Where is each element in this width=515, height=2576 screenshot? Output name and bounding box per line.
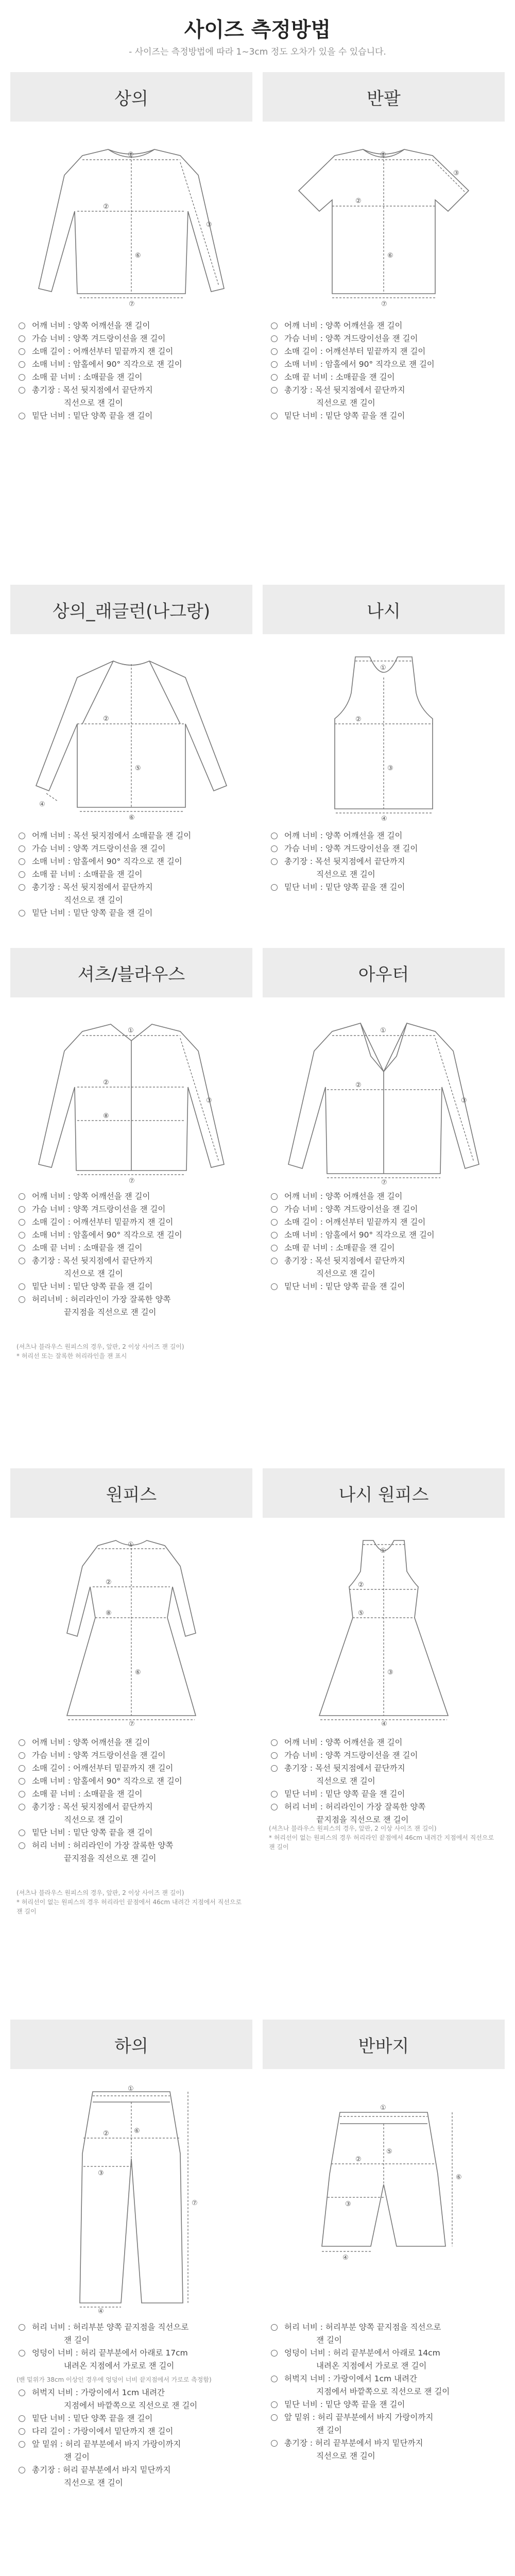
measurement-item: 허리너비 : 허리라인이 가장 잘록한 양쪽 끝지점을 직선으로 잰 길이 — [16, 1293, 249, 1319]
measurement-list — [16, 1190, 249, 1319]
svg-text:②: ② — [103, 1079, 109, 1087]
measurement-number-icon — [19, 1258, 25, 1264]
svg-text:①: ① — [128, 1541, 134, 1549]
svg-text:⑦: ⑦ — [381, 300, 387, 308]
measurement-number-icon — [19, 845, 25, 852]
measurement-item: 소매 너비 : 암홀에서 90° 직각으로 잰 길이 — [16, 1229, 249, 1242]
svg-text:⑤: ⑤ — [135, 765, 141, 772]
svg-text:②: ② — [103, 2130, 109, 2138]
svg-text:③: ③ — [387, 765, 393, 772]
sleeveless-diagram — [278, 647, 489, 822]
svg-text:②: ② — [103, 715, 109, 723]
measurement-item: 어깨 너비 : 목선 뒷지점에서 소매끝을 잰 길이 — [16, 829, 249, 842]
measurement-number-icon — [271, 2350, 278, 2357]
measurement-item: 허벅지 너비 : 가랑이에서 1cm 내려간 지점에서 바깥쪽으로 직선으로 잰 길이 — [16, 2386, 249, 2412]
measurement-number-icon — [19, 335, 25, 342]
section-title: 반바지 — [263, 2020, 505, 2069]
section-title: 하의 — [10, 2020, 252, 2069]
measurement-list — [16, 2386, 249, 2489]
measurement-item: 어깨 너비 : 양쪽 어깨선을 잰 길이 — [16, 1736, 249, 1749]
measurement-number-icon — [271, 374, 278, 381]
svg-text:①: ① — [380, 151, 386, 159]
svg-text:①: ① — [128, 1027, 134, 1035]
measurement-item: 밑단 너비 : 밑단 양쪽 끝을 잰 길이 — [269, 881, 502, 894]
measurement-number-icon — [19, 2350, 25, 2357]
measurement-item: 앞 밑위 : 허리 끝부분에서 바지 가랑이까지 잰 길이 — [16, 2438, 249, 2464]
svg-text:③: ③ — [98, 2170, 104, 2177]
svg-text:①: ① — [128, 2085, 134, 2093]
measurement-item: 허리 너비 : 허리라인이 가장 잘록한 양쪽 끝지점을 직선으로 잰 길이 — [16, 1839, 249, 1865]
note: (셔츠나 블라우스 원피스의 경우, 앞판, 2 이상 사이즈 잰 길이) — [16, 1343, 184, 1350]
measurement-item: 총기장 : 목선 뒷지점에서 끝단까지 직선으로 잰 길이 — [269, 1255, 502, 1280]
measurement-number-icon — [19, 413, 25, 419]
measurement-item: 가슴 너비 : 양쪽 겨드랑이선을 잰 길이 — [269, 332, 502, 345]
measurement-list — [16, 829, 249, 920]
section-bottoms — [10, 2020, 252, 2487]
measurement-item: 어깨 너비 : 양쪽 어깨선을 잰 길이 — [16, 1190, 249, 1203]
measurement-number-icon — [19, 1829, 25, 1836]
measurement-item: 가슴 너비 : 양쪽 겨드랑이선을 잰 길이 — [16, 1203, 249, 1216]
measurement-number-icon — [19, 910, 25, 917]
page-title: 사이즈 측정방법 — [184, 18, 331, 42]
top-diagram — [26, 134, 237, 309]
svg-text:④: ④ — [381, 1720, 387, 1726]
section-shorts — [263, 2020, 505, 2461]
measurement-number-icon — [271, 1765, 278, 1772]
measurement-item: 가슴 너비 : 양쪽 겨드랑이선을 잰 길이 — [269, 1749, 502, 1762]
measurement-number-icon — [19, 387, 25, 394]
measurement-item: 총기장 : 허리 끝부분에서 바지 밑단까지 직선으로 잰 길이 — [269, 2437, 502, 2463]
measurement-number-icon — [271, 1752, 278, 1759]
raglan-diagram — [26, 647, 237, 822]
measurement-list — [269, 829, 502, 894]
dress-diagram — [26, 1530, 237, 1726]
measurement-number-icon — [19, 2415, 25, 2422]
section-shirt — [10, 948, 252, 1360]
measurement-item: 어깨 너비 : 양쪽 어깨선을 잰 길이 — [269, 319, 502, 332]
measurement-number-icon — [19, 871, 25, 878]
measurement-number-icon — [19, 1206, 25, 1213]
section-outer — [263, 948, 505, 1291]
measurement-item: 밑단 너비 : 밑단 양쪽 끝을 잰 길이 — [16, 1826, 249, 1839]
svg-text:①: ① — [128, 151, 134, 159]
svg-text:①: ① — [380, 1027, 386, 1035]
measurement-item: 가슴 너비 : 양쪽 겨드랑이선을 잰 길이 — [269, 842, 502, 855]
svg-text:④: ④ — [381, 815, 387, 822]
measurement-number-icon — [19, 858, 25, 865]
measurement-number-icon — [19, 348, 25, 355]
measurement-number-icon — [19, 1232, 25, 1239]
measurement-number-icon — [271, 845, 278, 852]
svg-text:⑦: ⑦ — [381, 1179, 387, 1185]
measurement-number-icon — [271, 335, 278, 342]
section-top — [10, 72, 252, 420]
measurement-item: 소매 길이 : 어깨선부터 밑끝까지 잰 길이 — [16, 345, 249, 358]
measurement-number-icon — [271, 1245, 278, 1251]
svg-text:②: ② — [355, 2156, 362, 2163]
section-sleeveless-dress — [263, 1468, 505, 1851]
measurement-item: 엉덩이 너비 : 허리 끝부분에서 아래로 14cm 내려온 지점에서 가로로 잰 길이 — [269, 2347, 502, 2372]
svg-text:②: ② — [106, 1579, 112, 1586]
measurement-number-icon — [19, 1245, 25, 1251]
section-sleeveless — [263, 585, 505, 894]
shirt-diagram — [26, 1010, 237, 1185]
measurement-number-icon — [19, 884, 25, 891]
measurement-number-icon — [19, 374, 25, 381]
section-dress — [10, 1468, 252, 1915]
measurement-number-icon — [271, 387, 278, 394]
section-title: 원피스 — [10, 1468, 252, 1518]
measurement-number-icon — [19, 1739, 25, 1746]
measurement-item: 밑단 너비 : 밑단 양쪽 끝을 잰 길이 — [16, 907, 249, 920]
bottoms-diagram — [26, 2081, 237, 2313]
measurement-number-icon — [271, 1232, 278, 1239]
measurement-number-icon — [19, 361, 25, 368]
measurement-number-icon — [19, 1791, 25, 1798]
measurement-item: 총기장 : 목선 뒷지점에서 끝단까지 직선으로 잰 길이 — [16, 1801, 249, 1826]
measurement-item: 허리 너비 : 허리부분 양쪽 끝지점을 직선으로 잰 길이 — [269, 2321, 502, 2347]
measurement-item: 가슴 너비 : 양쪽 겨드랑이선을 잰 길이 — [16, 842, 249, 855]
svg-text:⑥: ⑥ — [387, 252, 393, 260]
svg-text:③: ③ — [206, 1097, 212, 1105]
section-title: 나시 원피스 — [263, 1468, 505, 1518]
measurement-number-icon — [271, 2440, 278, 2447]
measurement-item: 총기장 : 목선 뒷지점에서 끝단까지 직선으로 잰 길이 — [269, 855, 502, 881]
svg-text:③: ③ — [453, 170, 459, 177]
measurement-item: 어깨 너비 : 양쪽 어깨선을 잰 길이 — [16, 319, 249, 332]
svg-text:③: ③ — [206, 221, 212, 229]
note: * 허리선 또는 잘록한 허리라인을 잰 표시 — [16, 1352, 127, 1360]
measurement-item: 가슴 너비 : 양쪽 겨드랑이선을 잰 길이 — [16, 332, 249, 345]
short-sleeve-diagram — [278, 134, 489, 309]
measurement-number-icon — [19, 1804, 25, 1810]
measurement-item: 소매 너비 : 암홀에서 90° 직각으로 잰 길이 — [16, 855, 249, 868]
section-raglan — [10, 585, 252, 918]
measurement-item: 소매 끝 너비 : 소매끝을 잰 길이 — [16, 1242, 249, 1255]
measurement-item: 소매 길이 : 어깨선부터 밑끝까지 잰 길이 — [16, 1216, 249, 1229]
measurement-number-icon — [271, 1206, 278, 1213]
note: (셔츠나 블라우스 원피스의 경우, 앞판, 2 이상 사이즈 잰 길이) — [16, 1889, 184, 1896]
measurement-list — [269, 319, 502, 422]
svg-text:⑤: ⑤ — [386, 2148, 392, 2156]
measurement-number-icon — [19, 2389, 25, 2396]
note: (밴 밑위가 38cm 이상인 경우에 엉덩이 너비 끝지점에서 가로로 측정함) — [16, 2376, 212, 2383]
measurement-item: 총기장 : 목선 뒷지점에서 끝단까지 직선으로 잰 길이 — [16, 384, 249, 410]
measurement-item: 밑단 너비 : 밑단 양쪽 끝을 잰 길이 — [269, 410, 502, 422]
measurement-item: 소매 끝 너비 : 소매끝을 잰 길이 — [16, 868, 249, 881]
measurement-number-icon — [271, 884, 278, 891]
measurement-number-icon — [271, 361, 278, 368]
measurement-item: 어깨 너비 : 양쪽 어깨선을 잰 길이 — [269, 1190, 502, 1203]
measurement-number-icon — [271, 2414, 278, 2421]
note: * 허리선이 없는 원피스의 경우 허리라인 끝점에서 46cm 내려간 지점에서 직선으로 잰 길이 — [16, 1899, 242, 1915]
measurement-number-icon — [19, 2467, 25, 2473]
measurement-number-icon — [271, 833, 278, 839]
measurement-item: 밑단 너비 : 밑단 양쪽 끝을 잰 길이 — [16, 1280, 249, 1293]
measurement-item: 앞 밑위 : 허리 끝부분에서 바지 가랑이까지 잰 길이 — [269, 2411, 502, 2437]
section-title: 아우터 — [263, 948, 505, 997]
measurement-number-icon — [271, 1739, 278, 1746]
measurement-number-icon — [271, 1804, 278, 1810]
measurement-number-icon — [19, 323, 25, 329]
svg-text:⑧: ⑧ — [103, 1112, 109, 1120]
measurement-item: 소매 길이 : 어깨선부터 밑끝까지 잰 길이 — [269, 1216, 502, 1229]
measurement-number-icon — [271, 858, 278, 865]
svg-text:④: ④ — [98, 2308, 104, 2313]
section-title: 상의 — [10, 72, 252, 122]
note: * 허리선이 없는 원피스의 경우 허리라인 끝점에서 46cm 내려간 지점에서 직선으로 잰 길이 — [269, 1834, 494, 1851]
measurement-list — [16, 2321, 249, 2372]
outer-diagram — [278, 1010, 489, 1185]
measurement-item: 어깨 너비 : 양쪽 어깨선을 잰 길이 — [269, 1736, 502, 1749]
measurement-item: 총기장 : 목선 뒷지점에서 끝단까지 직선으로 잰 길이 — [269, 1762, 502, 1788]
measurement-number-icon — [19, 1296, 25, 1303]
measurement-item: 소매 너비 : 암홀에서 90° 직각으로 잰 길이 — [16, 358, 249, 371]
section-short-sleeve — [263, 72, 505, 420]
measurement-item: 총기장 : 허리 끝부분에서 바지 밑단까지 직선으로 잰 길이 — [16, 2464, 249, 2489]
section-title: 반팔 — [263, 72, 505, 122]
measurement-item: 가슴 너비 : 양쪽 겨드랑이선을 잰 길이 — [16, 1749, 249, 1762]
section-title: 셔츠/블라우스 — [10, 948, 252, 997]
measurement-number-icon — [271, 1283, 278, 1290]
svg-text:⑥: ⑥ — [456, 2174, 462, 2181]
svg-text:③: ③ — [345, 2200, 351, 2208]
svg-text:④: ④ — [342, 2254, 349, 2262]
measurement-item: 소매 끝 너비 : 소매끝을 잰 길이 — [269, 371, 502, 384]
svg-text:②: ② — [355, 716, 362, 723]
measurement-item: 밑단 너비 : 밑단 양쪽 끝을 잰 길이 — [269, 1788, 502, 1801]
measurement-item: 허리 너비 : 허리라인이 가장 잘록한 양쪽 끝지점을 직선으로 잰 길이 — [269, 1801, 502, 1826]
measurement-number-icon — [271, 1258, 278, 1264]
measurement-item: 소매 너비 : 암홀에서 90° 직각으로 잰 길이 — [269, 1229, 502, 1242]
measurement-item: 엉덩이 너비 : 허리 끝부분에서 아래로 17cm 내려온 지점에서 가로로 잰 길이 — [16, 2347, 249, 2372]
svg-text:②: ② — [103, 203, 109, 211]
svg-text:⑦: ⑦ — [129, 1177, 135, 1185]
measurement-number-icon — [271, 323, 278, 329]
svg-text:②: ② — [355, 197, 362, 205]
measurement-number-icon — [271, 413, 278, 419]
svg-text:⑥: ⑥ — [134, 2127, 140, 2135]
measurement-item: 소매 길이 : 어깨선부터 밑끝까지 잰 길이 — [269, 345, 502, 358]
svg-text:②: ② — [355, 1081, 362, 1089]
measurement-list — [16, 1736, 249, 1865]
svg-text:⑤: ⑤ — [358, 1609, 364, 1617]
measurement-list — [269, 1736, 502, 1826]
svg-text:③: ③ — [461, 1097, 467, 1105]
measurement-item: 밑단 너비 : 밑단 양쪽 끝을 잰 길이 — [16, 2412, 249, 2425]
measurement-item: 총기장 : 목선 뒷지점에서 끝단까지 직선으로 잰 길이 — [269, 384, 502, 410]
shorts-diagram — [278, 2081, 489, 2313]
svg-text:①: ① — [380, 2104, 386, 2112]
measurement-item: 소매 끝 너비 : 소매끝을 잰 길이 — [269, 1242, 502, 1255]
measurement-number-icon — [271, 1791, 278, 1798]
measurement-number-icon — [19, 2441, 25, 2448]
svg-text:①: ① — [380, 1547, 386, 1555]
measurement-number-icon — [19, 1219, 25, 1226]
svg-text:⑥: ⑥ — [129, 814, 135, 822]
measurement-number-icon — [19, 1765, 25, 1772]
measurement-number-icon — [271, 1193, 278, 1200]
svg-text:⑥: ⑥ — [135, 252, 141, 260]
svg-text:⑥: ⑥ — [135, 1669, 141, 1676]
measurement-list — [269, 1190, 502, 1293]
measurement-number-icon — [271, 348, 278, 355]
svg-text:⑦: ⑦ — [192, 2199, 198, 2207]
svg-text:①: ① — [380, 664, 386, 672]
page-subtitle: - 사이즈는 측정방법에 따라 1~3cm 정도 오차가 있을 수 있습니다. — [129, 47, 386, 57]
measurement-number-icon — [19, 1283, 25, 1290]
measurement-number-icon — [19, 2324, 25, 2331]
measurement-item: 허벅지 너비 : 가랑이에서 1cm 내려간 지점에서 바깥쪽으로 직선으로 잰 길이 — [269, 2372, 502, 2398]
sleeveless-dress-diagram — [278, 1530, 489, 1726]
measurement-item: 소매 끝 너비 : 소매끝을 잰 길이 — [16, 371, 249, 384]
section-title: 나시 — [263, 585, 505, 634]
section-title: 상의_래글런(나그랑) — [10, 585, 252, 634]
svg-text:④: ④ — [39, 801, 45, 808]
svg-text:⑧: ⑧ — [106, 1609, 112, 1617]
measurement-item: 가슴 너비 : 양쪽 겨드랑이선을 잰 길이 — [269, 1203, 502, 1216]
measurement-item: 총기장 : 목선 뒷지점에서 끝단까지 직선으로 잰 길이 — [16, 881, 249, 907]
measurement-number-icon — [271, 2324, 278, 2331]
measurement-item: 소매 길이 : 어깨선부터 밑끝까지 잰 길이 — [16, 1762, 249, 1775]
measurement-item: 밑단 너비 : 밑단 양쪽 끝을 잰 길이 — [269, 1280, 502, 1293]
measurement-number-icon — [271, 2401, 278, 2408]
measurement-item: 총기장 : 목선 뒷지점에서 끝단까지 직선으로 잰 길이 — [16, 1255, 249, 1280]
measurement-item: 다리 길이 : 가랑이에서 밑단까지 잰 길이 — [16, 2425, 249, 2438]
measurement-item: 밑단 너비 : 밑단 양쪽 끝을 잰 길이 — [16, 410, 249, 422]
note: (셔츠나 블라우스 원피스의 경우, 앞판, 2 이상 사이즈 잰 길이) — [269, 1825, 437, 1832]
measurement-number-icon — [19, 1842, 25, 1849]
measurement-list — [16, 319, 249, 422]
measurement-number-icon — [271, 2376, 278, 2382]
measurement-item: 소매 너비 : 암홀에서 90° 직각으로 잰 길이 — [269, 358, 502, 371]
measurement-list — [269, 2321, 502, 2463]
svg-text:③: ③ — [387, 1669, 393, 1676]
measurement-item: 어깨 너비 : 양쪽 어깨선을 잰 길이 — [269, 829, 502, 842]
measurement-item: 밑단 너비 : 밑단 양쪽 끝을 잰 길이 — [269, 2398, 502, 2411]
svg-text:⑦: ⑦ — [129, 1720, 135, 1726]
measurement-number-icon — [19, 833, 25, 839]
measurement-item: 소매 끝 너비 : 소매끝을 잰 길이 — [16, 1788, 249, 1801]
measurement-number-icon — [271, 1219, 278, 1226]
measurement-item: 소매 너비 : 암홀에서 90° 직각으로 잰 길이 — [16, 1775, 249, 1788]
svg-text:②: ② — [358, 1581, 364, 1589]
measurement-item: 허리 너비 : 허리부분 양쪽 끝지점을 직선으로 잰 길이 — [16, 2321, 249, 2347]
measurement-number-icon — [19, 1778, 25, 1785]
svg-text:⑦: ⑦ — [129, 300, 135, 308]
measurement-number-icon — [19, 1193, 25, 1200]
measurement-number-icon — [19, 2428, 25, 2435]
measurement-number-icon — [19, 1752, 25, 1759]
